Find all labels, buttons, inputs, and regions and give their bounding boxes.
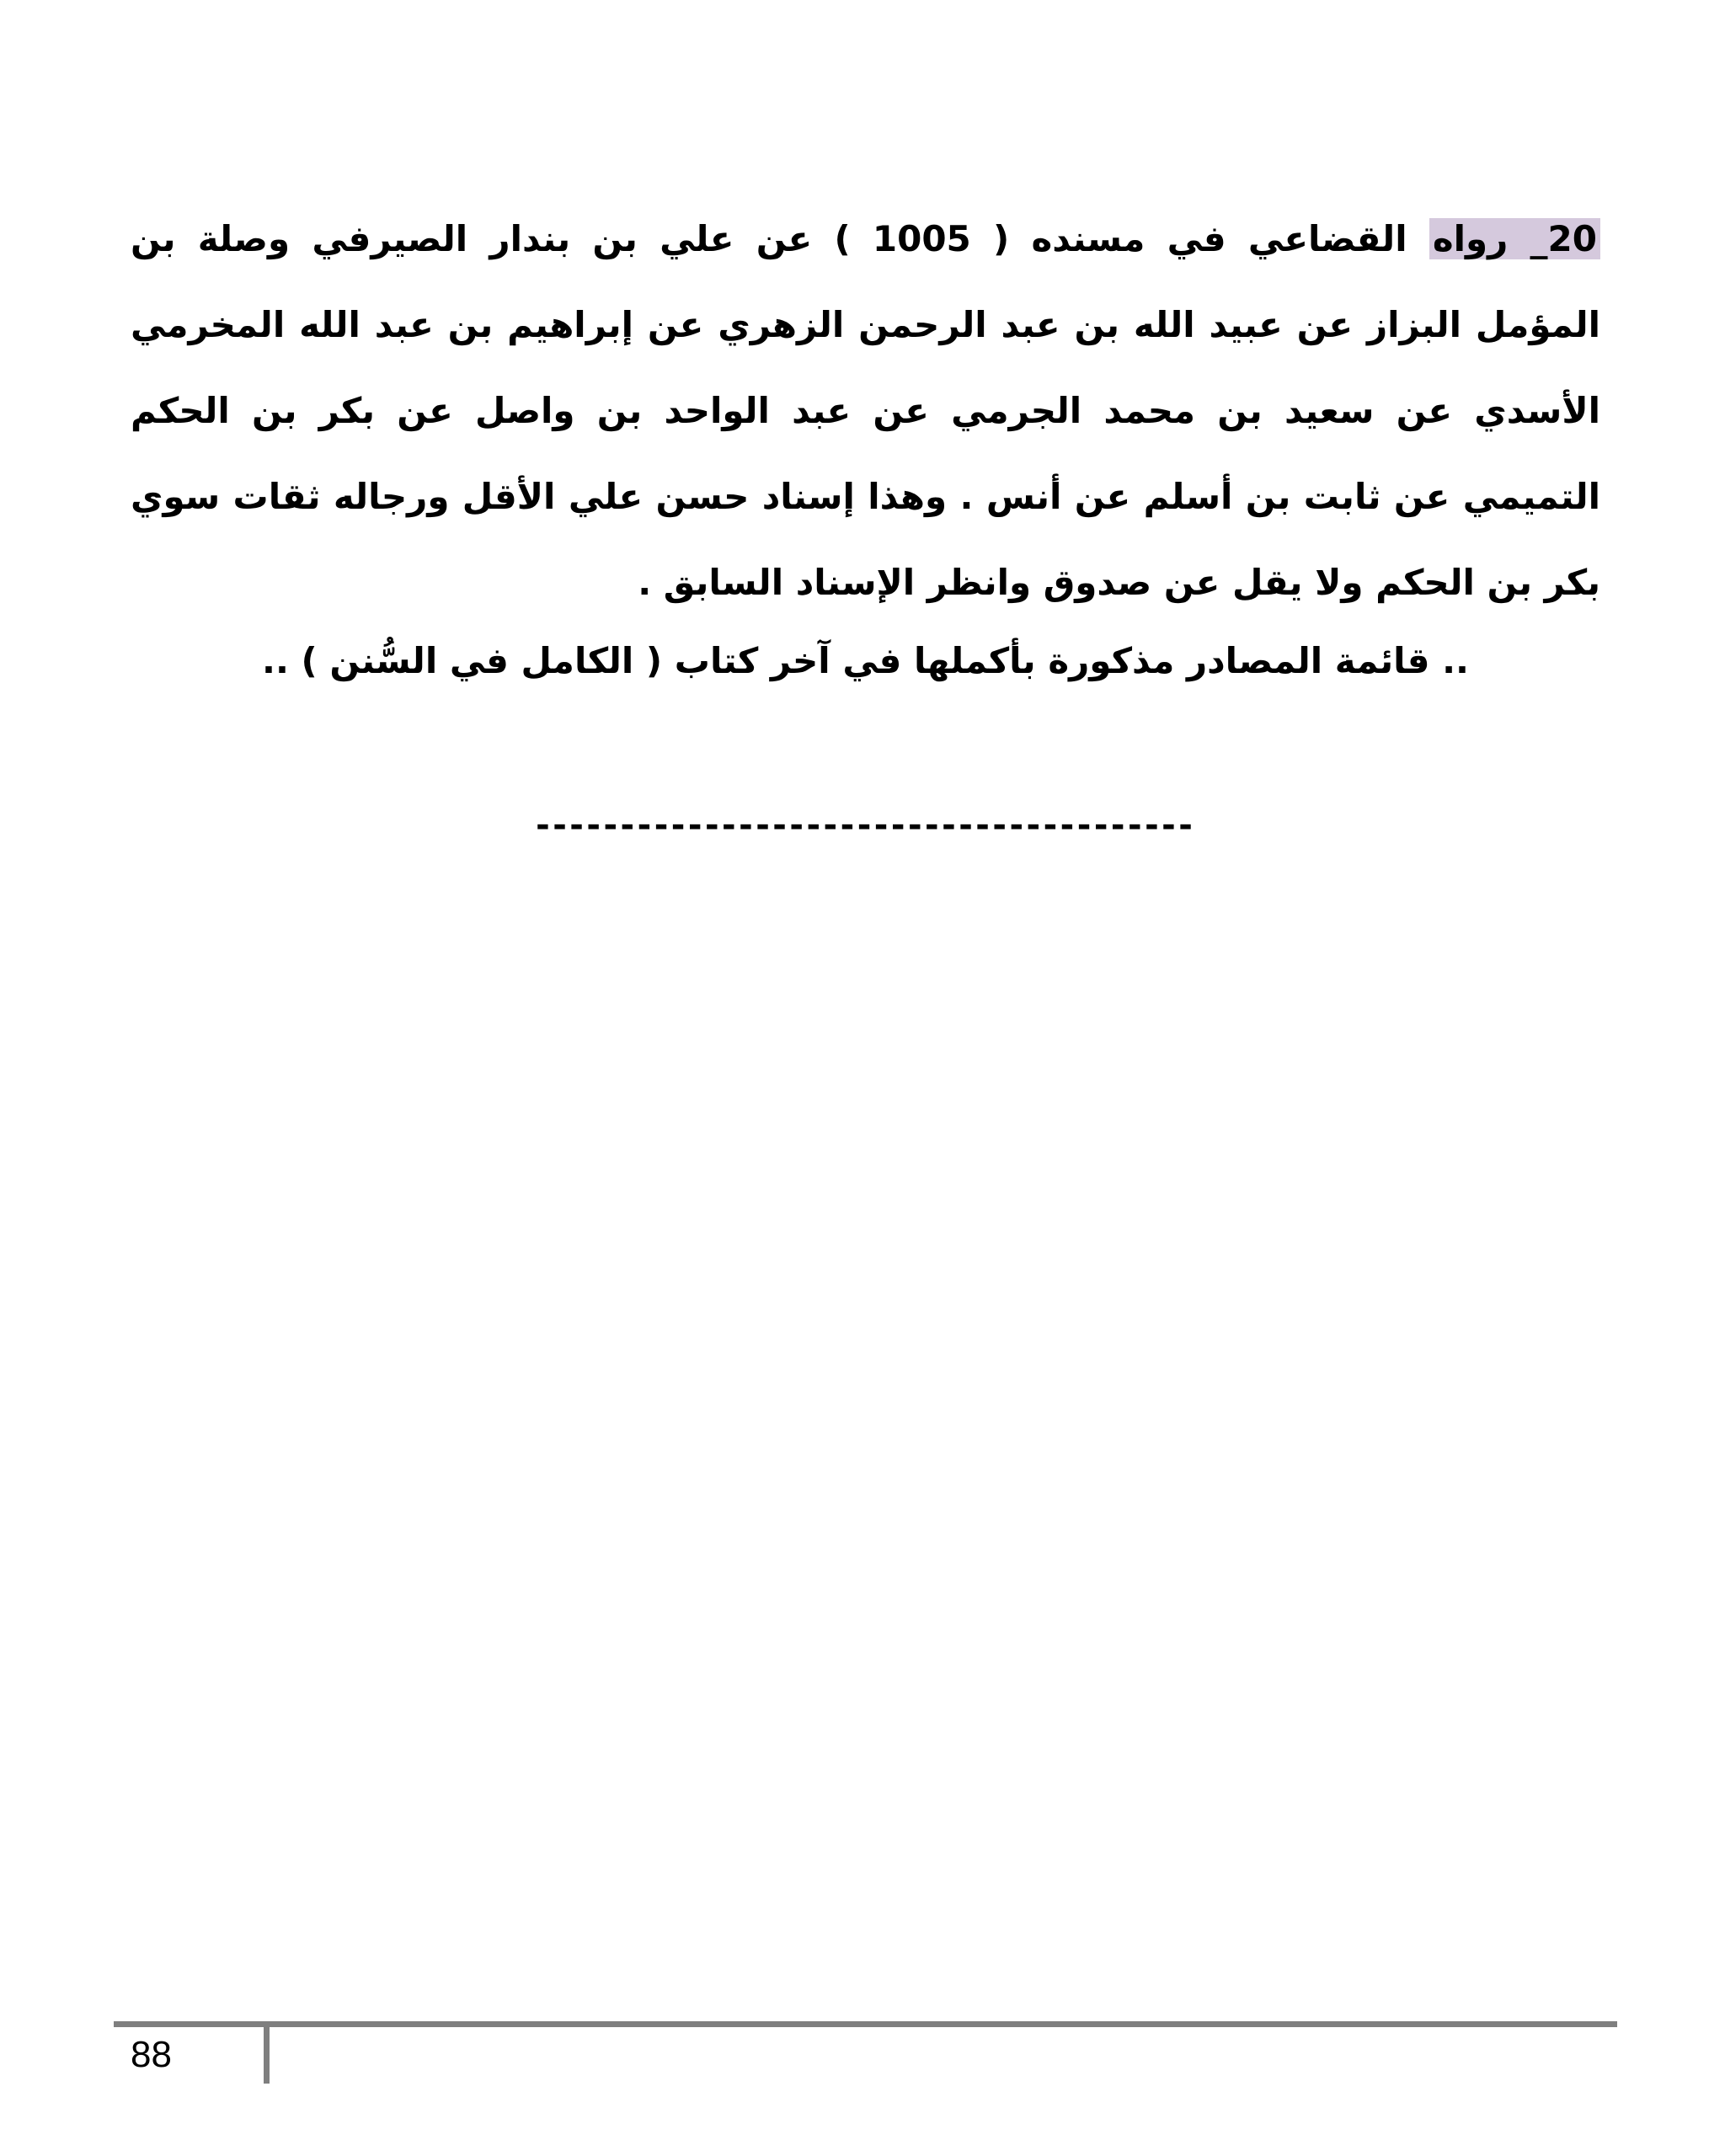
footer-rule xyxy=(114,2021,1617,2027)
entry-text: القضاعي في مسنده ( 1005 ) عن علي بن بندار الصيرفي وصلة بن المؤمل البزاز عن عبيد الله بن عبد الرحمن الزهري عن إبراهيم بن عبد الله المخرمي الأسدي عن سعيد بن محمد الجرمي عن عبد الواحد بن واصل عن بكر بن الحكم التميمي عن ثابت بن أسلم عن أنس . وهذا إسناد حسن علي الأقل ورجاله ثقات سوي بكر بن الحكم ولا يقل عن صدوق وانظر الإسناد السابق . xyxy=(131,218,1600,603)
section-separator: --------------------------------------- xyxy=(532,806,1193,845)
hadith-entry-paragraph xyxy=(131,196,1600,626)
footer-divider-tick xyxy=(264,2026,270,2084)
sources-note: .. قائمة المصادر مذكورة بأكملها في آخر كتاب ( الكامل في السُّنن ) .. xyxy=(262,640,1469,681)
entry-number-highlight: 20_ رواه xyxy=(1429,218,1600,259)
page-number: 88 xyxy=(131,2034,172,2075)
